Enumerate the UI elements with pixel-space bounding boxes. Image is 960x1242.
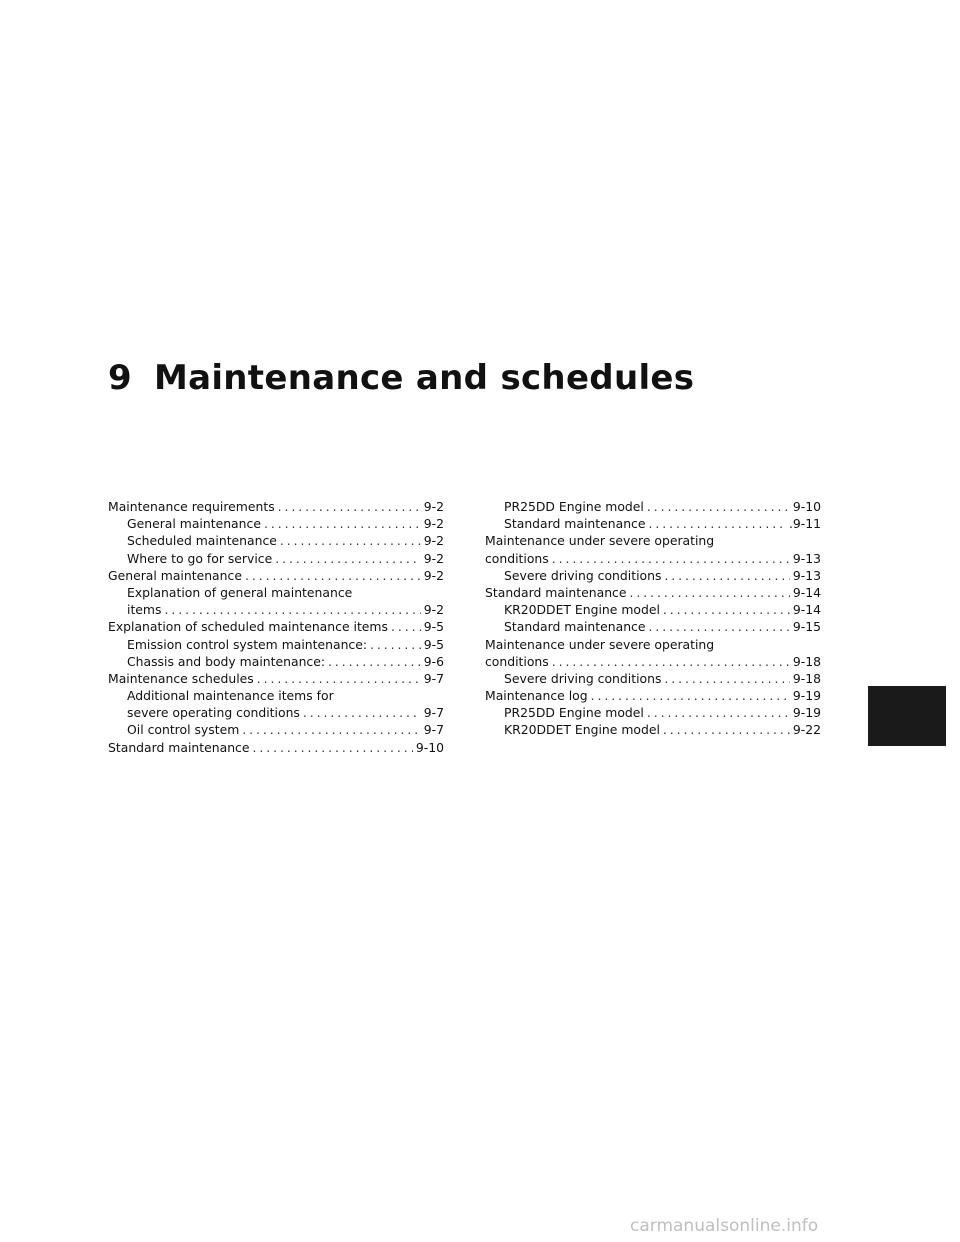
toc-leader-dots bbox=[647, 704, 790, 721]
toc-entry-label: Explanation of general maintenance bbox=[127, 584, 353, 600]
toc-entry-page: 9-7 bbox=[423, 670, 444, 686]
toc-entry-label: Severe driving conditions bbox=[504, 670, 662, 686]
toc-entry-label: Explanation of scheduled maintenance items bbox=[108, 619, 388, 635]
toc-entry-page: 9-15 bbox=[792, 619, 821, 635]
toc-entry-label: PR25DD Engine model bbox=[504, 499, 644, 514]
toc-entry[interactable] bbox=[108, 584, 444, 601]
toc-entry-label: Standard maintenance bbox=[108, 739, 250, 755]
toc-leader-dots bbox=[164, 601, 420, 618]
toc-entry[interactable] bbox=[108, 687, 444, 704]
toc-entry-label: Maintenance under severe operating bbox=[485, 533, 715, 549]
toc-entry-label: KR20DDET Engine model bbox=[504, 602, 660, 618]
toc-leader-dots bbox=[648, 618, 789, 635]
toc-entry-label: Standard maintenance bbox=[504, 619, 646, 635]
toc-entry-label: Standard maintenance bbox=[485, 584, 627, 600]
toc-entry-label: Emission control system maintenance: bbox=[127, 636, 368, 652]
toc-entry-label: severe operating conditions bbox=[127, 705, 300, 721]
toc-entry[interactable] bbox=[485, 532, 821, 549]
toc-entry-label: conditions bbox=[485, 653, 549, 669]
toc-leader-dots bbox=[647, 498, 790, 515]
toc-entry-label: Maintenance requirements bbox=[108, 499, 275, 514]
toc-entry-label: Severe driving conditions bbox=[504, 567, 662, 583]
toc-leader-dots bbox=[664, 670, 789, 687]
toc-entry[interactable] bbox=[485, 653, 821, 670]
toc-leader-dots bbox=[264, 515, 421, 532]
toc-entry[interactable] bbox=[108, 636, 444, 653]
toc-entry-page: 9-7 bbox=[423, 705, 444, 721]
toc-entry-label: PR25DD Engine model bbox=[504, 705, 644, 721]
toc-entry-label: Maintenance log bbox=[485, 688, 588, 704]
toc-entry[interactable] bbox=[108, 739, 444, 756]
toc-entry-page: 9-13 bbox=[792, 567, 821, 583]
toc-entry[interactable] bbox=[108, 550, 444, 567]
chapter-title-text: Maintenance and schedules bbox=[153, 358, 695, 398]
toc-leader-dots bbox=[391, 618, 421, 635]
toc-entry-page: 9-10 bbox=[792, 499, 821, 514]
toc-entry[interactable] bbox=[485, 721, 821, 738]
toc-entry[interactable] bbox=[485, 498, 821, 515]
toc-leader-dots bbox=[280, 532, 421, 549]
chapter-title bbox=[108, 358, 694, 398]
toc-entry[interactable] bbox=[485, 687, 821, 704]
toc-entry-label: General maintenance bbox=[108, 567, 242, 583]
toc-leader-dots bbox=[648, 515, 785, 532]
toc-leader-dots bbox=[664, 567, 789, 584]
toc-entry-label: Scheduled maintenance bbox=[127, 533, 277, 549]
toc-entry-page: 9-18 bbox=[792, 670, 821, 686]
toc-entry-label: Oil control system bbox=[127, 722, 240, 738]
toc-entry-label: KR20DDET Engine model bbox=[504, 722, 660, 738]
toc-leader-dots bbox=[242, 721, 420, 738]
toc-entry-page: 9-6 bbox=[423, 653, 444, 669]
toc-entry-page: 9-2 bbox=[423, 567, 444, 583]
toc-entry-label: Maintenance under severe operating bbox=[485, 636, 715, 652]
toc-entry-page: 9-19 bbox=[792, 688, 821, 704]
toc-entry-label: Where to go for service bbox=[127, 550, 273, 566]
toc-entry[interactable] bbox=[485, 567, 821, 584]
toc-entry[interactable] bbox=[108, 601, 444, 618]
toc-entry-page: 9-2 bbox=[423, 550, 444, 566]
toc-leader-dots bbox=[275, 550, 421, 567]
toc-entry-page: 9-5 bbox=[423, 619, 444, 635]
toc-entry-page: 9-14 bbox=[792, 602, 821, 618]
toc-entry-label: items bbox=[127, 602, 162, 618]
toc-leader-dots bbox=[591, 687, 790, 704]
toc-entry-label: Chassis and body maintenance: bbox=[127, 653, 326, 669]
toc-entry[interactable] bbox=[108, 721, 444, 738]
toc-entry[interactable] bbox=[485, 515, 821, 532]
toc-entry[interactable] bbox=[485, 550, 821, 567]
toc-entry[interactable] bbox=[485, 704, 821, 721]
toc-entry-label: conditions bbox=[485, 550, 549, 566]
toc-entry-label: Standard maintenance bbox=[504, 516, 646, 532]
chapter-side-tab bbox=[868, 686, 946, 746]
watermark: carmanualsonline.info bbox=[630, 1216, 819, 1236]
toc-leader-dots bbox=[663, 721, 790, 738]
toc-leader-dots bbox=[252, 739, 412, 756]
toc-entry-page: 9-2 bbox=[423, 602, 444, 618]
toc-leader-dots bbox=[663, 601, 790, 618]
toc-left-column bbox=[108, 498, 444, 756]
toc-leader-dots bbox=[257, 670, 421, 687]
toc-entry[interactable] bbox=[108, 567, 444, 584]
toc-entry[interactable] bbox=[108, 653, 444, 670]
toc-entry[interactable] bbox=[108, 670, 444, 687]
toc-entry[interactable] bbox=[108, 498, 444, 515]
toc-entry-label: Additional maintenance items for bbox=[127, 688, 334, 704]
toc-entry[interactable] bbox=[108, 532, 444, 549]
toc-entry-page: .9-11 bbox=[788, 516, 821, 532]
toc-entry[interactable] bbox=[485, 670, 821, 687]
toc-entry[interactable] bbox=[485, 618, 821, 635]
toc-entry-page: 9-2 bbox=[423, 499, 444, 514]
toc-entry-page: 9-19 bbox=[792, 705, 821, 721]
toc-entry-page: 9-22 bbox=[792, 722, 821, 738]
toc-entry-label: Maintenance schedules bbox=[108, 670, 254, 686]
toc-entry[interactable] bbox=[108, 618, 444, 635]
toc-leader-dots bbox=[629, 584, 789, 601]
toc-right-column bbox=[485, 498, 821, 739]
toc-leader-dots bbox=[245, 567, 421, 584]
toc-entry-page: 9-5 bbox=[423, 636, 444, 652]
toc-entry[interactable] bbox=[485, 584, 821, 601]
toc-leader-dots bbox=[303, 704, 421, 721]
toc-entry-page: 9-14 bbox=[792, 584, 821, 600]
toc-leader-dots bbox=[328, 653, 421, 670]
toc-entry-label: General maintenance bbox=[127, 516, 261, 532]
toc-leader-dots bbox=[370, 636, 421, 653]
toc-entry[interactable] bbox=[485, 636, 821, 653]
toc-entry-page: 9-13 bbox=[792, 550, 821, 566]
toc-entry[interactable] bbox=[108, 515, 444, 532]
toc-entry-page: 9-10 bbox=[415, 739, 444, 755]
toc-leader-dots bbox=[552, 550, 790, 567]
toc-leader-dots bbox=[552, 653, 790, 670]
toc-entry-page: 9-18 bbox=[792, 653, 821, 669]
toc-entry[interactable] bbox=[485, 601, 821, 618]
toc-entry-page: 9-2 bbox=[423, 516, 444, 532]
toc-leader-dots bbox=[278, 498, 421, 515]
toc-entry-page: 9-7 bbox=[423, 722, 444, 738]
toc-entry-page: 9-2 bbox=[423, 533, 444, 549]
chapter-number: 9 bbox=[108, 358, 132, 398]
toc-entry[interactable] bbox=[108, 704, 444, 721]
